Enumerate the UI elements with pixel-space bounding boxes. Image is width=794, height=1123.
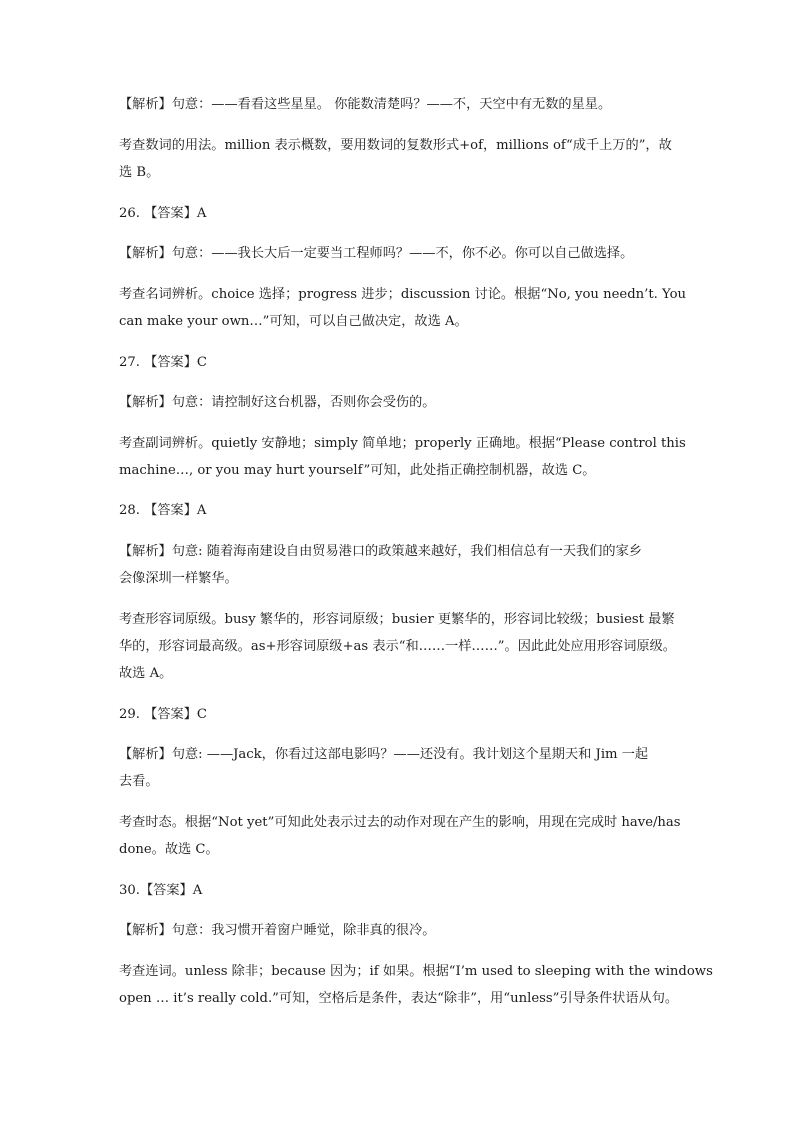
analysis-29-meaning-1: 【解析】句意: ——Jack，你看过这部电影吗？——还没有。我计划这个星期天和 Jim 一起 <box>119 747 649 762</box>
analysis-29-detail-1: 考查时态。根据“Not yet”可知此处表示过去的动作对现在产生的影响，用现在完成时 have/has <box>119 815 681 830</box>
analysis-28-meaning-2: 会像深圳一样繁华。 <box>119 571 238 586</box>
analysis-30-meaning: 【解析】句意：我习惯开着窗户睡觉，除非真的很冷。 <box>119 923 436 938</box>
answer-26: 26. 【答案】A <box>119 206 207 221</box>
analysis-28-detail-1: 考查形容词原级。busy 繁华的，形容词原级；busier 更繁华的，形容词比较级；busiest 最繁 <box>119 612 675 627</box>
analysis-25-meaning: 【解析】句意：——看看这些星星。 你能数清楚吗？——不，天空中有无数的星星。 <box>119 97 612 112</box>
answer-27: 27. 【答案】C <box>119 355 208 370</box>
analysis-27-meaning: 【解析】句意：请控制好这台机器，否则你会受伤的。 <box>119 395 436 410</box>
analysis-30-detail-2: open … it’s really cold.”可知，空格后是条件，表达“除非”，用“unless”引导条件状语从句。 <box>119 991 679 1006</box>
analysis-28-detail-3: 故选 A。 <box>119 666 173 681</box>
analysis-25-detail-1: 考查数词的用法。million 表示概数，要用数词的复数形式+of，millions of“成千上万的”，故 <box>119 138 672 153</box>
analysis-30-detail-1: 考查连词。unless 除非；because 因为；if 如果。根据“I’m used to sleeping with the windows <box>119 964 713 979</box>
analysis-26-detail-1: 考查名词辨析。choice 选择；progress 进步；discussion 讨论。根据“No, you needn’t. You <box>119 287 687 302</box>
answer-29: 29. 【答案】C <box>119 707 208 722</box>
analysis-29-detail-2: done。故选 C。 <box>119 842 219 857</box>
analysis-27-detail-1: 考查副词辨析。quietly 安静地；simply 简单地；properly 正确地。根据“Please control this <box>119 436 686 451</box>
analysis-29-meaning-2: 去看。 <box>119 774 159 789</box>
analysis-27-detail-2: machine…, or you may hurt yourself”可知，此处指正确控制机器，故选 C。 <box>119 463 596 478</box>
answer-30: 30.【答案】A <box>119 883 203 898</box>
analysis-25-detail-2: 选 B。 <box>119 165 160 180</box>
analysis-28-meaning-1: 【解析】句意: 随着海南建设自由贸易港口的政策越来越好，我们相信总有一天我们的家乡 <box>119 544 642 559</box>
analysis-28-detail-2: 华的，形容词最高级。as+形容词原级+as 表示“和……一样……”。因此此处应用形容词原级。 <box>119 639 676 654</box>
analysis-26-meaning: 【解析】句意：——我长大后一定要当工程师吗？——不，你不必。你可以自己做选择。 <box>119 246 634 261</box>
answer-28: 28. 【答案】A <box>119 503 207 518</box>
analysis-26-detail-2: can make your own…”可知，可以自己做决定，故选 A。 <box>119 314 468 329</box>
